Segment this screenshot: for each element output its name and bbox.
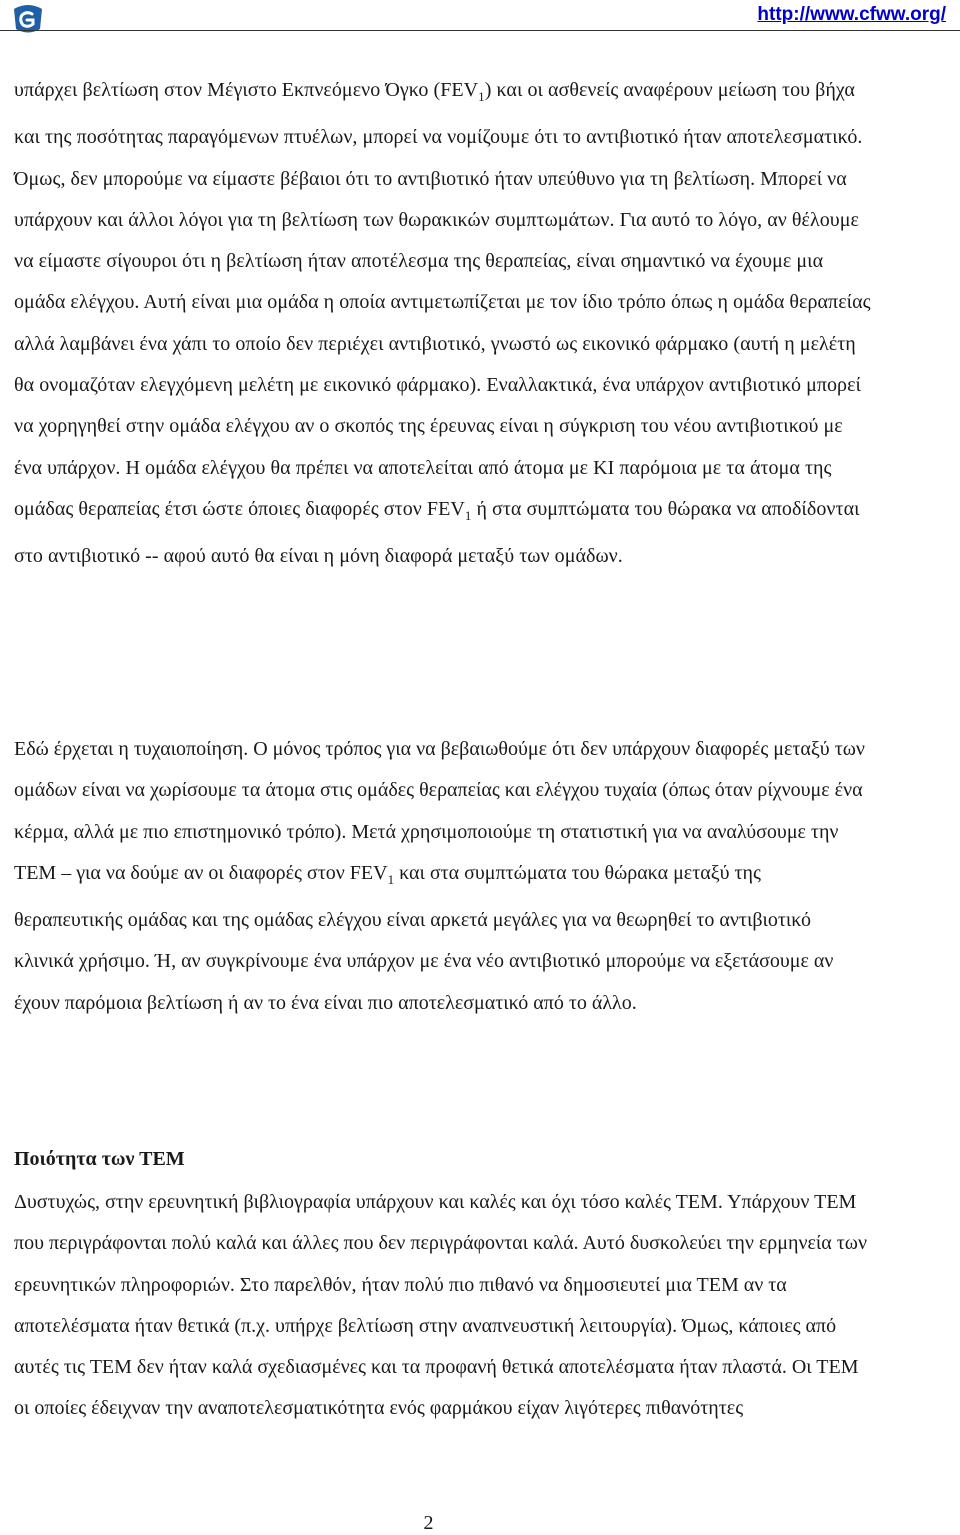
p2-text-1: Εδώ έρχεται η τυχαιοποίηση. Ο μόνος τρόπος για να βεβαιωθούμε ότι δεν υπάρχουν διαφορές μεταξύ των ομάδων είναι να χωρίσουμε τα άτομα στις ομάδες θεραπείας και ελέγχου τυχαία (όπως όταν ρίχνουμε ένα κέρμα, αλλά με πιο επιστημονικό τρόπο). Μετά χρησιμοποιούμε τη στατιστική για να αναλύσουμε την ΤΕΜ – για να δούμε αν οι διαφορές στον FEV [14,738,865,884]
header-rule [0,30,960,31]
page-number: 2 [423,1512,434,1534]
paragraph-1 [14,70,874,578]
p2-subscript-1: 1 [387,871,395,887]
p1-subscript-2: 1 [464,507,472,523]
p1-text-2: ) και οι ασθενείς αναφέρουν μείωση του βήχα και της ποσότητας παραγόμενων πτυέλων, μπορεί να νομίζουμε ότι το αντιβιοτικό ήταν αποτελεσματικό. Όμως, δεν μπορούμε να είμαστε βέβαιοι ότι το αντιβιοτικό ήταν υπεύθυνο για τη βελτίωση. Μπορεί να υπάρχουν και άλλοι λόγοι για τη βελτίωση των θωρακικών συμπτωμάτων. Για αυτό το λόγο, αν θέλουμε να είμαστε σίγουροι ότι η βελτίωση ήταν αποτέλεσμα της θεραπείας, είναι σημαντικό να έχουμε μια ομάδα ελέγχου. Αυτή είναι μια ομάδα η οποία αντιμετωπίζεται με τον ίδιο τρόπο όπως η ομάδα θεραπείας αλλά λαμβάνει ένα χάπι το οποίο δεν περιέχει αντιβιοτικό, γνωστό ως εικονικό φάρμακο (αυτή η μελέτη θα ονομαζόταν ελεγχόμενη μελέτη με εικονικό φάρμακο). Εναλλακτικά, ένα υπάρχον αντιβιοτικό μπορεί να χορηγηθεί στην ομάδα ελέγχου αν ο σκοπός της έρευνας είναι η σύγκριση του νέου αντιβιοτικού με ένα υπάρχον. Η ομάδα ελέγχου θα πρέπει να αποτελείται από άτομα με ΚΙ παρόμοια με τα άτομα της ομάδας θεραπείας έτσι ώστε όποιες διαφορές στον FEV [14,79,871,520]
header-url-link[interactable]: http://www.cfww.org/ [757,4,946,25]
p1-text-3: ή στα συμπτώματα του θώρακα να αποδίδονται στο αντιβιοτικό -- αφού αυτό θα είναι η μόνη διαφορά μεταξύ των ομάδων. [14,497,860,568]
p1-subscript-1: 1 [478,89,485,104]
paragraph-2 [14,729,874,1024]
paragraph-3: Δυστυχώς, στην ερευνητική βιβλιογραφία υπάρχουν και καλές και όχι τόσο καλές ΤΕΜ. Υπάρχουν ΤΕΜ που περιγράφονται πολύ καλά και άλλες που δεν περιγράφονται καλά. Αυτό δυσκολεύει την ερμηνεία των ερευνητικών πληροφοριών. Στο παρελθόν, ήταν πολύ πιο πιθανό να δημοσιευτεί μια ΤΕΜ αν τα αποτελέσματα ήταν θετικά (π.χ. υπήρχε βελτίωση στην αναπνευστική λειτουργία). Όμως, κάποιες από αυτές τις ΤΕΜ δεν ήταν καλά σχεδιασμένες και τα προφανή θετικά αποτελέσματα ήταν πλαστά. Οι ΤΕΜ οι οποίες έδειχναν την αναποτελεσματικότητα ενός φαρμάκου είχαν λιγότερες πιθανότητες [14,1191,867,1420]
section-heading: Ποιότητα των ΤΕΜ [14,1148,185,1170]
p2-text-2: και στα συμπτώματα του θώρακα μεταξύ της θεραπευτικής ομάδας και της ομάδας ελέγχου είναι αρκετά μεγάλες για να θεωρηθεί το αντιβιοτικό κλινικά χρήσιμο. Ή, αν συγκρίνουμε ένα υπάρχον με ένα νέο αντιβιοτικό μπορούμε να εξετάσουμε αν έχουν παρόμοια βελτίωση ή αν το ένα είναι πιο αποτελεσματικό από το άλλο. [14,861,834,1014]
p1-text-1: υπάρχει βελτίωση στον Μέγιστο Εκπνεόμενο Όγκο (FEV [14,79,479,101]
